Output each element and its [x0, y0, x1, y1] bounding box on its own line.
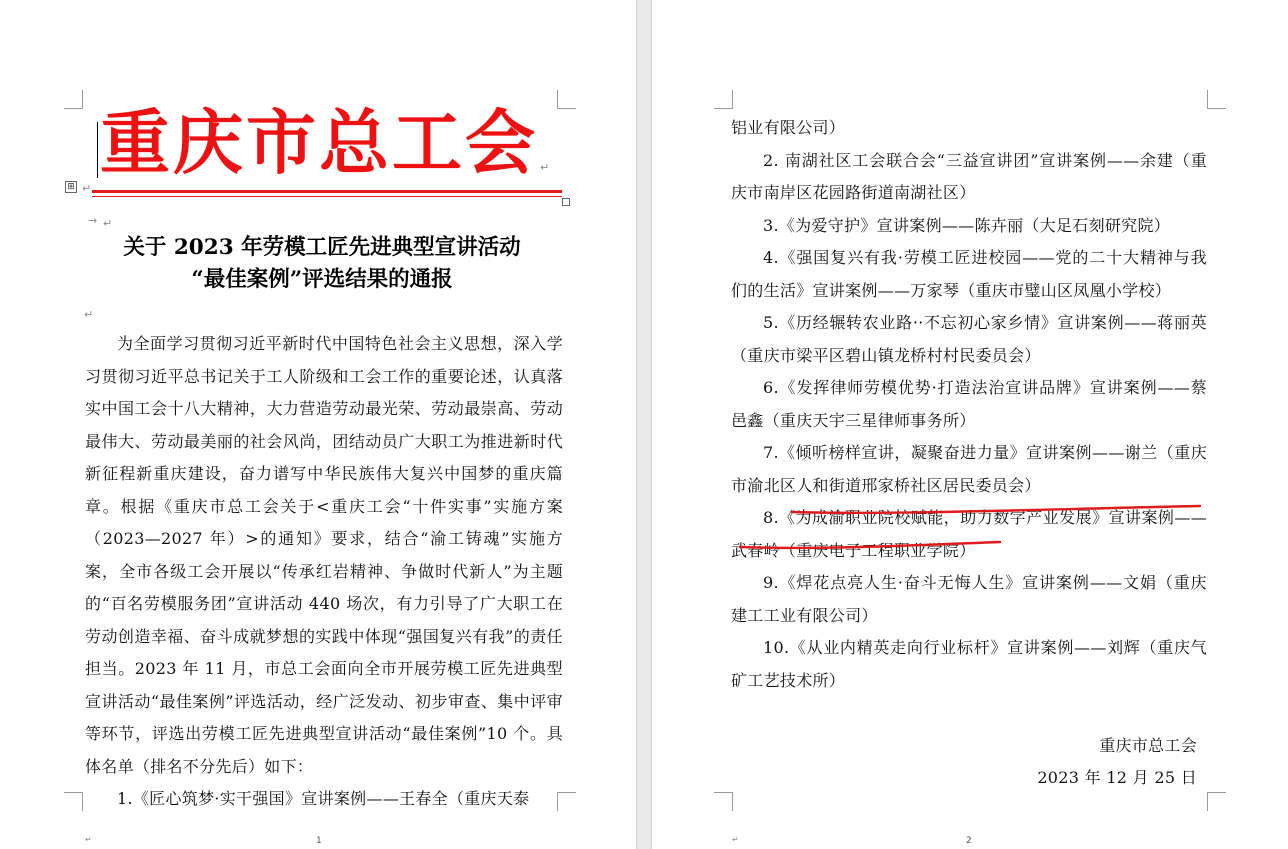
document-body-page-1	[85, 328, 563, 816]
page-number: 1	[316, 836, 322, 846]
list-item-1: 1.《匠心筑梦·实干强国》宣讲案例——王春全（重庆天泰	[117, 789, 530, 808]
list-item-5: 5.《历经辗转农业路··不忘初心家乡情》宣讲案例——蒋丽英（重庆市梁平区碧山镇龙桥村村民委员会）	[731, 313, 1207, 365]
list-item-9: 9.《焊花点亮人生·奋斗无悔人生》宣讲案例——文娟（重庆建工工业有限公司）	[731, 573, 1207, 625]
margin-corner-bottom-left	[64, 792, 83, 811]
paragraph-mark: ↵	[540, 161, 550, 174]
paragraph-mark: ↵	[732, 835, 739, 844]
table-move-handle-icon[interactable]: ⊞	[65, 181, 77, 193]
margin-corner-top-left	[64, 90, 83, 109]
document-page-1	[0, 0, 636, 849]
signature-org: 重庆市总工会	[1099, 735, 1197, 755]
letterhead-red-rule-thin	[92, 196, 562, 197]
margin-corner-top-right	[1207, 90, 1226, 109]
letterhead-red-rule-thick	[92, 190, 562, 193]
paragraph-mark: ↵	[103, 217, 113, 230]
tab-mark: →	[88, 214, 98, 227]
list-item-10: 10.《从业内精英走向行业标杆》宣讲案例——刘辉（重庆气矿工艺技术所）	[731, 638, 1207, 690]
blank-line	[731, 697, 1207, 730]
document-body-page-2	[731, 112, 1207, 795]
body-paragraph: 为全面学习贯彻习近平新时代中国特色社会主义思想，深入学习贯彻习近平总书记关于工人阶级和工会工作的重要论述，认真落实中国工会十八大精神，大力营造劳动最光荣、劳动最崇高、劳动最伟大、劳动最美丽的社会风尚，团结动员广大职工为推进新时代新征程新重庆建设，奋力谱写中华民族伟大复兴中国梦的重庆篇章。根据《重庆市总工会关于<重庆工会“十件实事”实施方案（2023—2027 年）>的通知》要求，结合“渝工铸魂”实施方案，全市各级工会开展以“传承红岩精神、争做时代新人”为主题的“百名劳模服务团”宣讲活动 440 场次，有力引导了广大职工在劳动创造幸福、奋斗成就梦想的实践中体现“强国复兴有我”的责任担当。2023 年 11 月，市总工会面向全市开展劳模工匠先进典型宣讲活动“最佳案例”评选活动，经广泛发动、初步审查、集中评审等环节，评选出劳模工匠先进典型宣讲活动“最佳案例”10 个。具体名单（排名不分先后）如下：	[85, 334, 563, 776]
list-item-8: 8.《为成渝职业院校赋能，助力数字产业发展》宣讲案例——武春岭（重庆电子工程职业学院）	[731, 508, 1207, 560]
table-resize-handle[interactable]	[562, 198, 570, 206]
paragraph-mark: ↵	[84, 308, 94, 321]
signature-date: 2023 年 12 月 25 日	[1037, 768, 1197, 787]
list-item-7: 7.《倾听榜样宣讲，凝聚奋进力量》宣讲案例——谢兰（重庆市渝北区人和街道邢家桥社区居民委员会）	[731, 443, 1207, 495]
margin-corner-bottom-right	[1207, 792, 1226, 811]
heading-line-2: “最佳案例”评选结果的通报	[191, 267, 453, 292]
list-item-3: 3.《为爱守护》宣讲案例——陈卉丽（大足石刻研究院）	[763, 215, 1171, 235]
document-heading	[80, 232, 564, 296]
text-cursor	[97, 122, 98, 178]
list-item-1-continued: 铝业有限公司）	[731, 118, 846, 137]
margin-corner-top-left	[714, 90, 733, 109]
list-item-2: 2. 南湖社区工会联合会“三益宣讲团”宣讲案例——余建（重庆市南岸区花园路街道南湖社区）	[731, 150, 1207, 202]
paragraph-mark: ↵	[82, 182, 92, 195]
page-number: 2	[966, 836, 972, 846]
letterhead-org-title: 重庆市总工会	[100, 101, 538, 184]
margin-corner-bottom-left	[714, 792, 733, 811]
list-item-4: 4.《强国复兴有我·劳模工匠进校园——党的二十大精神与我们的生活》宣讲案例——万家琴（重庆市璧山区凤凰小学校）	[731, 248, 1207, 300]
list-item-6: 6.《发挥律师劳模优势·打造法治宣讲品牌》宣讲案例——蔡邑鑫（重庆天宇三星律师事务所）	[731, 378, 1207, 430]
heading-line-1: 关于 2023 年劳模工匠先进典型宣讲活动	[123, 235, 521, 260]
margin-corner-top-right	[557, 90, 576, 109]
paragraph-mark: ↵	[85, 835, 92, 844]
